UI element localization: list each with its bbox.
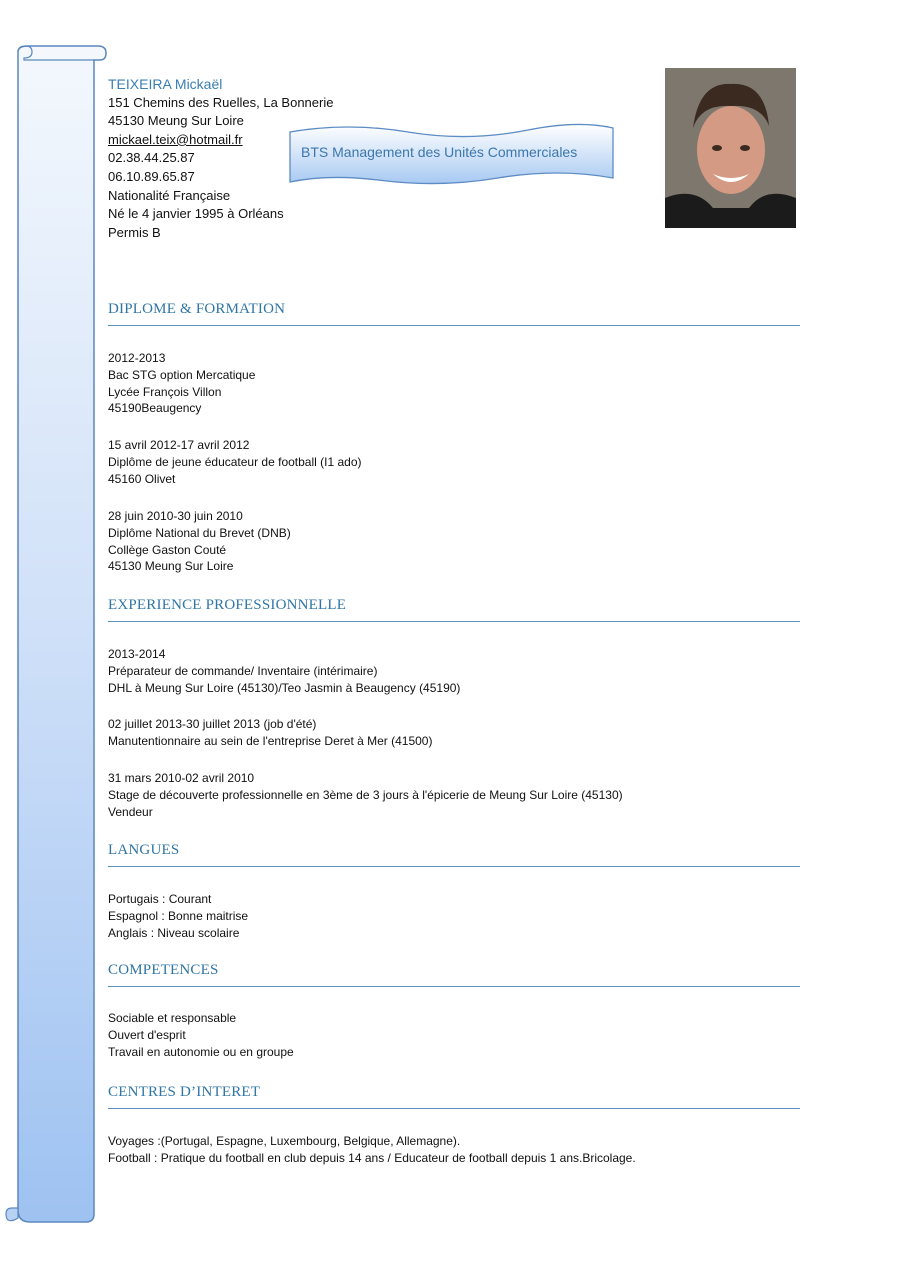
section-divider — [108, 621, 800, 622]
banner-title: BTS Management des Unités Commerciales — [301, 144, 578, 160]
profile-photo — [665, 68, 796, 228]
entry-line: Manutentionnaire au sein de l'entreprise Deret à Mer (41500) — [108, 733, 433, 748]
section-title-diplome: DIPLOME & FORMATION — [108, 301, 286, 317]
entry-line: Diplôme National du Brevet (DNB) — [108, 525, 291, 540]
interests-entry — [108, 1133, 636, 1167]
skills-entry — [108, 1010, 294, 1060]
phone-2: 06.10.89.65.87 — [108, 168, 195, 184]
education-entry — [108, 508, 291, 575]
birth-info: Né le 4 janvier 1995 à Orléans — [108, 206, 284, 222]
address-line: 151 Chemins des Ruelles, La Bonnerie — [108, 94, 334, 110]
entry-date: 31 mars 2010-02 avril 2010 — [108, 771, 255, 785]
entry-line: Diplôme de jeune éducateur de football (I1 ado) — [108, 454, 362, 469]
entry-date: 2013-2014 — [108, 647, 166, 661]
entry-date: 28 juin 2010-30 juin 2010 — [108, 509, 243, 523]
entry-date: 02 juillet 2013-30 juillet 2013 (job d'été) — [108, 717, 317, 731]
language-item: Portugais : Courant — [108, 892, 212, 906]
section-divider — [108, 325, 800, 326]
entry-line: Vendeur — [108, 804, 153, 819]
skill-item: Ouvert d'esprit — [108, 1027, 186, 1042]
candidate-name: TEIXEIRA Mickaël — [108, 76, 223, 92]
languages-entry — [108, 891, 248, 941]
entry-line: 45160 Olivet — [108, 471, 176, 486]
nationality: Nationalité Française — [108, 187, 231, 203]
entry-line: Lycée François Villon — [108, 384, 222, 399]
section-divider — [108, 866, 800, 867]
experience-entry — [108, 770, 623, 820]
section-title-interets: CENTRES D’INTERET — [108, 1084, 261, 1100]
education-entry — [108, 437, 362, 487]
education-entry — [108, 350, 255, 417]
entry-date: 15 avril 2012-17 avril 2012 — [108, 438, 250, 452]
email-link[interactable]: mickael.teix@hotmail.fr — [108, 131, 243, 147]
section-divider — [108, 1108, 800, 1109]
phone-1: 02.38.44.25.87 — [108, 150, 195, 166]
entry-line: Stage de découverte professionnelle en 3ème de 3 jours à l'épicerie de Meung Sur Loire (45130) — [108, 787, 623, 802]
language-item: Anglais : Niveau scolaire — [108, 925, 240, 940]
interest-item: Football : Pratique du football en club depuis 14 ans / Educateur de football depuis 1 ans.Bricolage. — [108, 1150, 636, 1165]
entry-line: Bac STG option Mercatique — [108, 367, 256, 382]
entry-line: DHL à Meung Sur Loire (45130)/Teo Jasmin à Beaugency (45190) — [108, 680, 461, 695]
section-title-experience: EXPERIENCE PROFESSIONNELLE — [108, 597, 347, 613]
language-item: Espagnol : Bonne maitrise — [108, 908, 249, 923]
entry-line: 45190Beaugency — [108, 401, 202, 416]
skill-item: Sociable et responsable — [108, 1011, 237, 1025]
experience-entry — [108, 646, 460, 696]
section-title-langues: LANGUES — [108, 842, 180, 858]
entry-line: Préparateur de commande/ Inventaire (intérimaire) — [108, 663, 378, 678]
section-title-competences: COMPETENCES — [108, 962, 219, 978]
entry-date: 2012-2013 — [108, 351, 166, 365]
experience-entry — [108, 716, 432, 750]
skill-item: Travail en autonomie ou en groupe — [108, 1044, 294, 1059]
driving-license: Permis B — [108, 224, 161, 240]
entry-line: 45130 Meung Sur Loire — [108, 559, 234, 574]
entry-line: Collège Gaston Couté — [108, 542, 227, 557]
city-line: 45130 Meung Sur Loire — [108, 113, 244, 129]
interest-item: Voyages :(Portugal, Espagne, Luxembourg, Belgique, Allemagne). — [108, 1134, 461, 1148]
section-divider — [108, 986, 800, 987]
